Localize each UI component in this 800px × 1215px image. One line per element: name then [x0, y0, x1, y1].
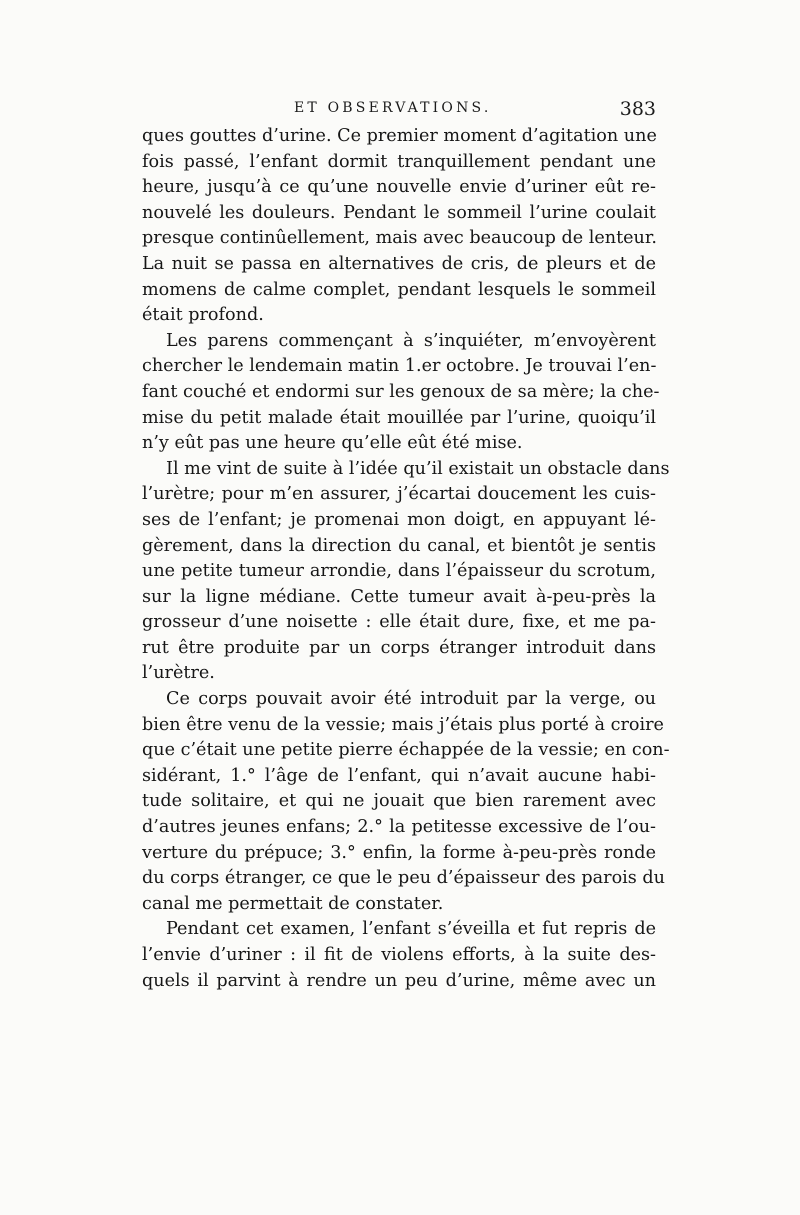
- text-line: tude solitaire, et qui ne jouait que bien rarement avec: [142, 791, 656, 812]
- text-line: grosseur d’une noisette : elle était dure, fixe, et me pa-: [142, 612, 656, 633]
- text-line: du corps étranger, ce que le peu d’épaisseur des parois du: [142, 868, 666, 889]
- page-number: 383: [619, 98, 656, 120]
- text-line: mise du petit malade était mouillée par l’urine, quoiqu’il: [142, 407, 656, 428]
- page-header: [142, 98, 656, 122]
- text-line: Pendant cet examen, l’enfant s’éveilla et fut repris de: [166, 919, 656, 940]
- text-line: était profond.: [142, 305, 264, 326]
- text-line: momens de calme complet, pendant lesquels le sommeil: [142, 279, 656, 300]
- running-head: ET OBSERVATIONS.: [294, 100, 492, 116]
- text-line: verture du prépuce; 3.° enfin, la forme à-peu-près ronde: [142, 842, 656, 863]
- text-line: Il me vint de suite à l’idée qu’il existait un obstacle dans: [166, 458, 670, 479]
- text-line: ques gouttes d’urine. Ce premier moment d’agitation une: [142, 126, 657, 146]
- text-line: fant couché et endormi sur les genoux de sa mère; la che-: [142, 381, 660, 402]
- text-line: l’urètre.: [142, 663, 215, 684]
- text-line: l’urètre; pour m’en assurer, j’écartai doucement les cuis-: [142, 484, 656, 505]
- text-line: bien être venu de la vessie; mais j’étais plus porté à croire: [142, 714, 664, 735]
- text-line: fois passé, l’enfant dormit tranquillement pendant une: [142, 151, 656, 172]
- text-line: nouvelé les douleurs. Pendant le sommeil l’urine coulait: [142, 202, 656, 223]
- text-line: que c’était une petite pierre échappée de la vessie; en con-: [142, 740, 670, 761]
- text-line: quels il parvint à rendre un peu d’urine, même avec un: [142, 970, 656, 991]
- text-line: ses de l’enfant; je promenai mon doigt, en appuyant lé-: [142, 509, 656, 530]
- text-line: La nuit se passa en alternatives de cris, de pleurs et de: [142, 253, 656, 274]
- text-line: chercher le lendemain matin 1.er octobre. Je trouvai l’en-: [142, 356, 657, 377]
- text-line: sidérant, 1.° l’âge de l’enfant, qui n’avait aucune habi-: [142, 765, 656, 786]
- text-line: presque continûellement, mais avec beaucoup de lenteur.: [142, 228, 657, 249]
- text-line: sur la ligne médiane. Cette tumeur avait à-peu-près la: [142, 586, 656, 607]
- text-line: Les parens commençant à s’inquiéter, m’envoyèrent: [166, 330, 656, 351]
- text-line: l’envie d’uriner : il fit de violens efforts, à la suite des-: [142, 945, 656, 965]
- text-line: une petite tumeur arrondie, dans l’épaisseur du scrotum,: [142, 561, 656, 582]
- body-text: [142, 124, 670, 994]
- text-line: d’autres jeunes enfans; 2.° la petitesse excessive de l’ou-: [142, 817, 656, 838]
- text-line: rut être produite par un corps étranger introduit dans: [142, 637, 656, 658]
- text-line: Ce corps pouvait avoir été introduit par la verge, ou: [166, 689, 656, 710]
- text-line: gèrement, dans la direction du canal, et bientôt je sentis: [142, 535, 656, 556]
- text-line: canal me permettait de constater.: [142, 893, 444, 914]
- text-line: heure, jusqu’à ce qu’une nouvelle envie d’uriner eût re-: [142, 177, 656, 198]
- text-line: n’y eût pas une heure qu’elle eût été mise.: [142, 433, 523, 454]
